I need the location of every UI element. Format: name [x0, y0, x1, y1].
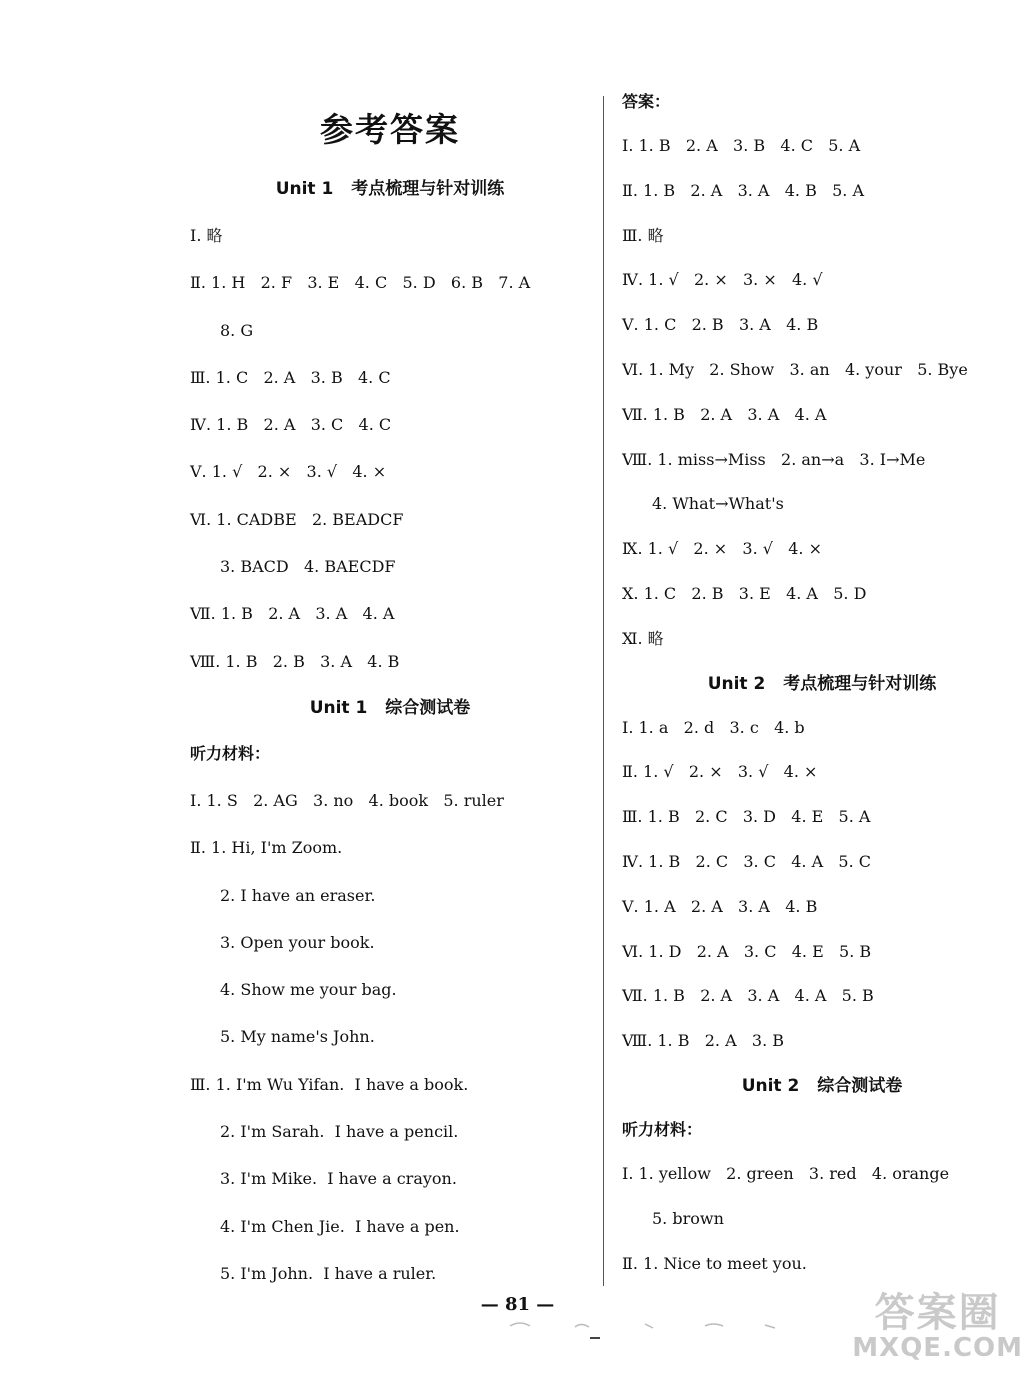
answer-line: Ⅲ. 略	[622, 225, 664, 245]
answer-line: 8. G	[220, 320, 254, 340]
watermark-logo-text: 答案圈	[874, 1290, 1001, 1336]
right-column	[622, 80, 1022, 1286]
unit2-test-lines	[622, 1152, 1022, 1286]
section-heading	[190, 166, 590, 212]
unit2-test-heading-unit: Unit 2	[741, 1075, 800, 1096]
answer-line: Ⅹ. 1. C 2. B 3. E 4. A 5. D	[622, 583, 867, 603]
left-sections	[190, 166, 590, 1297]
answer-line: Ⅴ. 1. A 2. A 3. A 4. B	[622, 896, 818, 916]
answer-line: Ⅸ. 1. √ 2. × 3. √ 4. ×	[622, 539, 822, 559]
answer-line: Ⅰ. 1. B 2. A 3. B 4. C 5. A	[622, 136, 861, 155]
answer-line: 5. brown	[652, 1208, 724, 1228]
answer-line: Ⅴ. 1. C 2. B 3. A 4. B	[622, 315, 819, 335]
right-answer-lines	[622, 124, 1022, 662]
unit2-heading-unit: Unit 2	[707, 673, 766, 694]
section-heading-unit: Unit 1	[275, 179, 334, 199]
answer-line: Ⅵ. 1. My 2. Show 3. an 4. your 5. Bye	[622, 359, 968, 379]
unit2-listening-label: 听力材料：	[622, 1119, 703, 1139]
answer-line: 2. I'm Sarah. I have a pencil.	[220, 1122, 459, 1142]
answer-line: Ⅴ. 1. √ 2. × 3. √ 4. ×	[190, 462, 387, 482]
left-column	[190, 100, 590, 1297]
answer-line: 3. I'm Mike. I have a crayon.	[220, 1169, 457, 1189]
answer-line: Ⅱ. 1. H 2. F 3. E 4. C 5. D 6. B 7. A	[190, 273, 531, 293]
answer-line: 5. I'm John. I have a ruler.	[220, 1263, 437, 1283]
answer-line: Ⅲ. 1. B 2. C 3. D 4. E 5. A	[622, 807, 871, 827]
answer-line: Ⅶ. 1. B 2. A 3. A 4. A	[622, 404, 827, 424]
section-heading-title: 综合测试卷	[385, 697, 471, 718]
unit2-answer-lines	[622, 706, 1022, 1064]
section-heading	[190, 685, 590, 731]
answer-line: Ⅱ. 1. √ 2. × 3. √ 4. ×	[622, 762, 818, 782]
answer-line: Ⅰ. 略	[190, 226, 223, 245]
answer-line: Ⅷ. 1. miss→Miss 2. an→a 3. I→Me	[622, 449, 926, 469]
unit2-heading-title: 考点梳理与针对训练	[783, 673, 937, 694]
answer-line: Ⅰ. 1. S 2. AG 3. no 4. book 5. ruler	[190, 790, 504, 810]
answer-line: Ⅵ. 1. CADBE 2. BEADCF	[190, 509, 404, 529]
answer-line: Ⅷ. 1. B 2. B 3. A 4. B	[190, 651, 400, 671]
answer-line: Ⅰ. 1. a 2. d 3. c 4. b	[622, 717, 805, 737]
answers-label: 答案：	[622, 92, 671, 111]
answer-line: Ⅱ. 1. B 2. A 3. A 4. B 5. A	[622, 180, 865, 200]
answer-line: Ⅷ. 1. B 2. A 3. B	[622, 1031, 785, 1051]
answer-line: Ⅱ. 1. Hi, I'm Zoom.	[190, 838, 343, 858]
answer-line: Ⅱ. 1. Nice to meet you.	[622, 1253, 807, 1273]
site-watermark	[852, 1290, 1023, 1363]
answer-line: Ⅶ. 1. B 2. A 3. A 4. A	[190, 604, 395, 624]
answer-line: 5. My name's John.	[220, 1027, 375, 1047]
unit2-heading	[622, 662, 1022, 706]
page-title: 参考答案	[320, 110, 460, 149]
answer-line: 3. Open your book.	[220, 932, 375, 952]
answer-line: 2. I have an eraser.	[220, 885, 376, 905]
listening-label: 听力材料：	[190, 743, 271, 763]
answer-line: 3. BACD 4. BAECDF	[220, 557, 396, 577]
watermark-url: MXQE.COM	[852, 1333, 1023, 1363]
answer-line: Ⅰ. 1. yellow 2. green 3. red 4. orange	[622, 1163, 950, 1183]
answer-line: Ⅶ. 1. B 2. A 3. A 4. A 5. B	[622, 986, 874, 1006]
answer-line: Ⅵ. 1. D 2. A 3. C 4. E 5. B	[622, 941, 872, 961]
answer-line: 4. What→What's	[652, 494, 784, 514]
answer-line: Ⅳ. 1. B 2. A 3. C 4. C	[190, 415, 392, 435]
answer-line: 4. I'm Chen Jie. I have a pen.	[220, 1216, 460, 1236]
unit2-test-heading	[622, 1064, 1022, 1108]
page-number: — 81 —	[480, 1294, 555, 1315]
answer-line: Ⅺ. 略	[622, 628, 664, 648]
answer-line: Ⅲ. 1. C 2. A 3. B 4. C	[190, 367, 391, 387]
footer-mark	[590, 1337, 600, 1339]
unit2-test-heading-title: 综合测试卷	[817, 1075, 903, 1096]
answer-line: Ⅲ. 1. I'm Wu Yifan. I have a book.	[190, 1074, 469, 1094]
faint-scan-marks	[505, 1318, 805, 1332]
section-heading-title: 考点梳理与针对训练	[351, 179, 505, 199]
answer-line: Ⅳ. 1. √ 2. × 3. × 4. √	[622, 270, 823, 290]
answer-line: 4. Show me your bag.	[220, 980, 397, 1000]
section-heading-unit: Unit 1	[309, 697, 368, 718]
answer-line: Ⅳ. 1. B 2. C 3. C 4. A 5. C	[622, 851, 871, 871]
column-divider	[603, 96, 604, 1286]
